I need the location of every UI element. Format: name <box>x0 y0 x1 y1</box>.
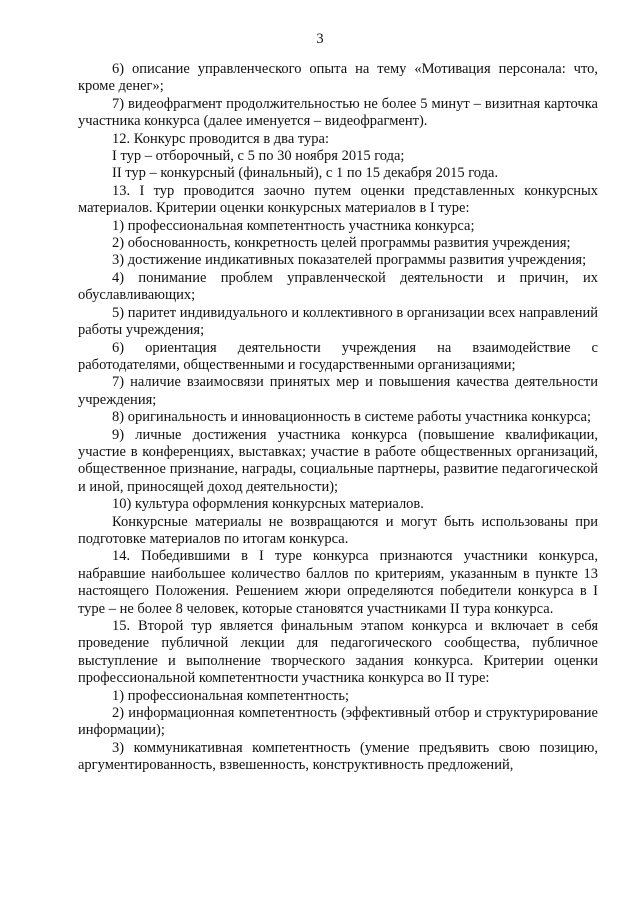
paragraph: 12. Конкурс проводится в два тура: <box>112 130 330 147</box>
paragraph: 5) паритет индивидуального и коллективного в организации всех направлений работы учреждения; <box>78 304 598 339</box>
paragraph: 14. Победившими в I туре конкурса признаются участники конкурса, набравшие наибольшее количество баллов по критериям, указанным в пункте 13 настоящего Положения. Решением жюри определяются победители конкурса в I туре – не более 8 человек, которые становятся участниками II тура конкурса. <box>78 548 598 617</box>
paragraph: 7) наличие взаимосвязи принятых мер и повышения качества деятельности учреждения; <box>78 374 598 408</box>
paragraph: 9) личные достижения участника конкурса (повышение квалификации, участие в конференциях, выставках; участие в работе общественных организаций, общественное признание, награды, социальные партнеры, развитие педагогической и иной, приносящей доход деятельности); <box>78 426 598 495</box>
paragraph: 7) видеофрагмент продолжительностью не более 5 минут – визитная карточка участника конкурса (далее именуется – видеофрагмент). <box>78 95 598 130</box>
document-body <box>78 61 598 775</box>
paragraph: 2) информационная компетентность (эффективный отбор и структурирование информации); <box>78 705 598 739</box>
paragraph: 13. I тур проводится заочно путем оценки представленных конкурсных материалов. Критерии оценки конкурсных материалов в I туре: <box>78 182 598 217</box>
paragraph: 2) обоснованность, конкретность целей программы развития учреждения; <box>112 235 571 252</box>
paragraph: Конкурсные материалы не возвращаются и могут быть использованы при подготовке материалов по итогам конкурса. <box>78 513 598 547</box>
page-number: 3 <box>316 31 324 47</box>
paragraph: II тур – конкурсный (финальный), с 1 по 15 декабря 2015 года. <box>112 165 499 182</box>
paragraph: 15. Второй тур является финальным этапом конкурса и включает в себя проведение публичной лекции для педагогического сообщества, публичное выступление и выполнение творческого задания конкурса. Критерии оценки профессиональной компетентности участника конкурса во II туре: <box>78 618 598 687</box>
paragraph: 3) коммуникативная компетентность (умение предъявить свою позицию, аргументированность, взвешенность, конструктивность предложений, <box>78 739 598 774</box>
paragraph: 1) профессиональная компетентность участника конкурса; <box>112 217 475 234</box>
paragraph: 1) профессиональная компетентность; <box>112 687 350 704</box>
paragraph: 6) описание управленческого опыта на тему «Мотивация персонала: что, кроме денег»; <box>78 61 598 95</box>
paragraph: 4) понимание проблем управленческой деятельности и причин, их обуславливающих; <box>78 269 598 304</box>
paragraph: I тур – отборочный, с 5 по 30 ноября 2015 года; <box>112 148 405 165</box>
paragraph: 8) оригинальность и инновационность в системе работы участника конкурса; <box>112 409 591 426</box>
paragraph: 3) достижение индикативных показателей программы развития учреждения; <box>112 252 587 269</box>
paragraph: 10) культура оформления конкурсных материалов. <box>112 496 424 513</box>
paragraph: 6) ориентация деятельности учреждения на взаимодействие с работодателями, общественными и государственными организациями; <box>78 339 598 373</box>
